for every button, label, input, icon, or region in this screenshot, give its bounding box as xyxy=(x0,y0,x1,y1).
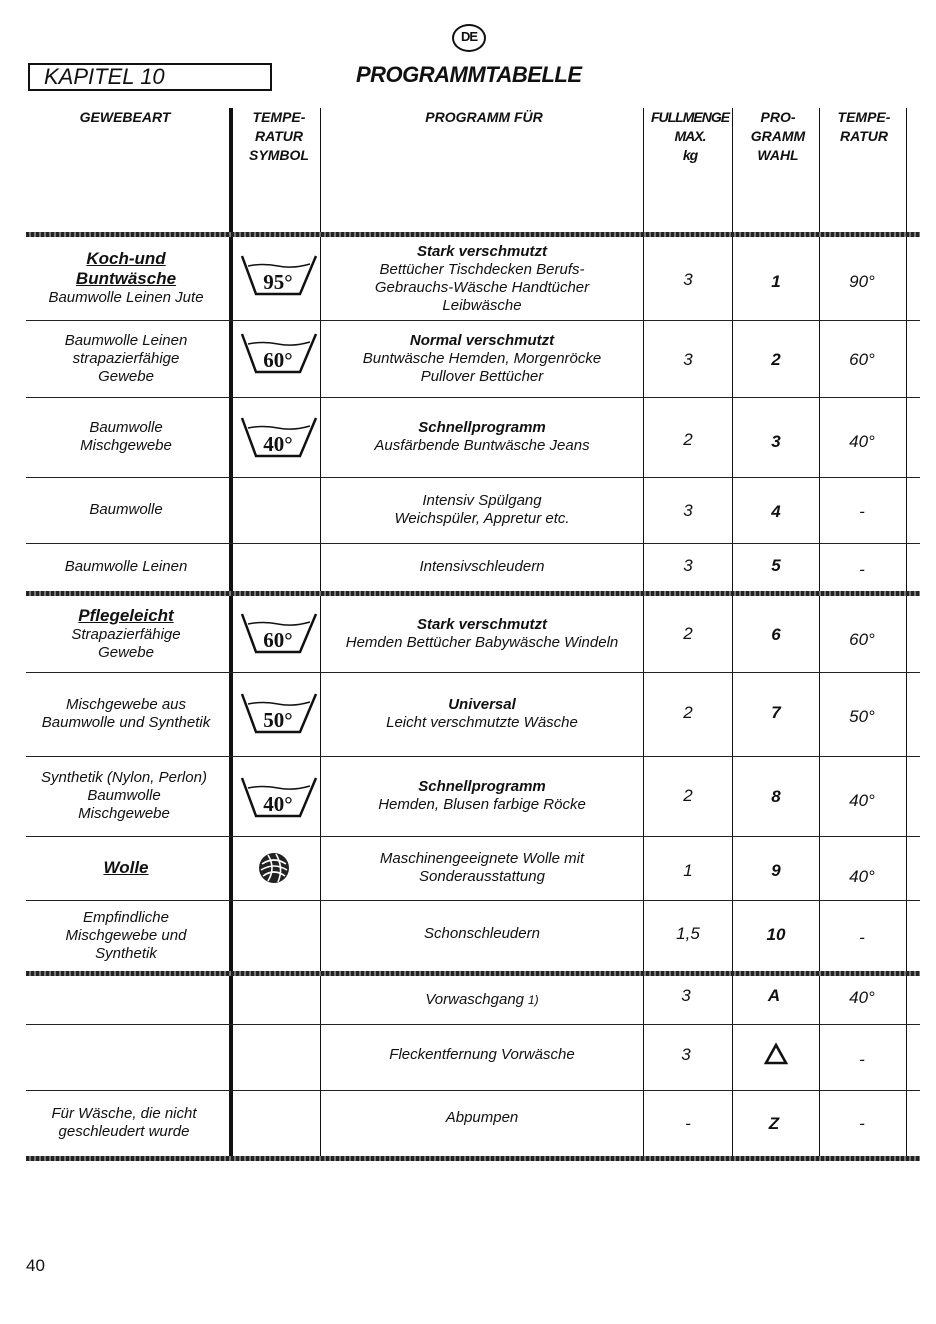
program-text: Bettücher Tischdecken Berufs- xyxy=(379,261,585,278)
wool-icon xyxy=(256,850,292,886)
temperature-value: - xyxy=(859,928,865,947)
program-cell xyxy=(324,324,640,394)
wash-tub-icon xyxy=(238,332,318,378)
row-separator xyxy=(26,320,920,321)
category-koch-line1: Koch-und xyxy=(86,249,166,268)
program-title: Normal verschmutzt xyxy=(409,332,555,349)
program-letter: Z xyxy=(768,1114,780,1133)
footnote-marker: 1) xyxy=(528,993,539,1007)
fabric-text: Baumwolle und Synthetik xyxy=(41,714,211,731)
wash-tub-icon xyxy=(238,776,318,822)
fabric-text: Baumwolle xyxy=(89,419,163,436)
fabric-cell xyxy=(26,547,226,587)
fabric-cell-koch xyxy=(26,240,226,316)
program-number: 9 xyxy=(771,861,781,880)
load-value: 2 xyxy=(683,624,693,643)
fabric-text: Mischgewebe und xyxy=(65,927,187,944)
program-text: Vorwaschgang xyxy=(425,991,524,1008)
load-value: 3 xyxy=(683,270,693,289)
section-separator xyxy=(26,1156,920,1161)
row-separator xyxy=(26,1024,920,1025)
row-separator xyxy=(26,397,920,398)
load-value: 2 xyxy=(683,786,693,805)
wash-tub-icon xyxy=(238,692,318,738)
chapter-label: KAPITEL 10 xyxy=(28,63,272,91)
row-separator xyxy=(26,1090,920,1091)
program-text: Intensiv Spülgang xyxy=(422,492,542,509)
temperature-value: 40° xyxy=(849,867,875,886)
program-text: Leibwäsche xyxy=(442,297,522,314)
page-title: PROGRAMMTABELLE xyxy=(356,62,582,87)
fabric-cell xyxy=(22,760,226,832)
fabric-text: Baumwolle xyxy=(89,501,163,518)
page-number: 40 xyxy=(26,1256,45,1275)
wash-temp-label: 60° xyxy=(263,348,293,372)
column-divider xyxy=(229,108,233,1158)
header-fabric: GEWEBEART xyxy=(79,109,171,125)
program-number: 8 xyxy=(771,787,781,806)
program-text: Fleckentfernung Vorwäsche xyxy=(389,1046,575,1063)
header-program-select: PRO- GRAMM WAHL xyxy=(750,109,806,163)
program-title: Schnellprogramm xyxy=(418,778,546,795)
language-badge: DE xyxy=(452,24,486,52)
fabric-cell xyxy=(26,481,226,539)
program-number: 1 xyxy=(771,272,781,291)
temperature-value: 40° xyxy=(849,988,875,1007)
fabric-text: Baumwolle Leinen Jute xyxy=(48,289,204,306)
program-cell xyxy=(324,599,640,669)
fabric-cell xyxy=(22,1094,226,1152)
wash-tub-icon xyxy=(238,612,318,658)
load-value: 3 xyxy=(681,986,691,1005)
fabric-text: Mischgewebe aus xyxy=(65,696,187,713)
load-value: 3 xyxy=(683,501,693,520)
fabric-text: geschleudert wurde xyxy=(58,1123,190,1140)
header-load: FULLMENGE MAX. kg xyxy=(650,109,730,163)
header-temp-symbol: TEMPE- RATUR SYMBOL xyxy=(249,109,309,163)
fabric-cell xyxy=(26,676,226,752)
column-divider xyxy=(320,108,321,1158)
row-separator xyxy=(26,836,920,837)
temperature-value: 40° xyxy=(849,432,875,451)
fabric-text: Synthetik (Nylon, Perlon) xyxy=(41,769,207,786)
program-cell xyxy=(324,547,640,587)
temperature-value: - xyxy=(859,1050,865,1069)
temperature-value: 60° xyxy=(849,630,875,649)
temperature-value: 60° xyxy=(849,350,875,369)
program-cell xyxy=(324,401,640,473)
header-temperature: TEMPE- RATUR xyxy=(837,109,891,144)
program-text: Hemden Bettücher Babywäsche Windeln xyxy=(345,634,619,651)
wash-tub-icon xyxy=(238,254,318,300)
wash-temp-label: 50° xyxy=(263,708,293,732)
fabric-cell xyxy=(26,904,226,968)
program-cell xyxy=(324,904,640,964)
program-text: Gebrauchs-Wäsche Handtücher xyxy=(374,279,590,296)
fabric-text: Baumwolle xyxy=(87,787,161,804)
temperature-value: 50° xyxy=(849,707,875,726)
load-value: 3 xyxy=(681,1045,691,1064)
fabric-cell-pflege xyxy=(26,599,226,669)
temperature-value: - xyxy=(859,502,865,521)
program-text: Pullover Bettücher xyxy=(420,368,544,385)
program-text: Leicht verschmutzte Wäsche xyxy=(386,714,578,731)
program-number: 10 xyxy=(766,925,786,944)
program-cell xyxy=(324,1030,640,1080)
fabric-text: Strapazierfähige xyxy=(71,626,181,643)
program-cell xyxy=(324,676,640,752)
program-text: Ausfärbende Buntwäsche Jeans xyxy=(374,437,590,454)
fabric-text: Synthetik xyxy=(95,945,157,962)
program-cell xyxy=(324,840,640,896)
load-value: 1 xyxy=(683,861,693,880)
temperature-value: - xyxy=(859,1114,865,1133)
category-wolle: Wolle xyxy=(103,858,149,877)
column-divider xyxy=(643,108,644,1158)
row-separator xyxy=(26,543,920,544)
program-title: Stark verschmutzt xyxy=(416,243,548,260)
fabric-text: Mischgewebe xyxy=(78,805,170,822)
section-separator xyxy=(26,971,920,976)
row-separator xyxy=(26,900,920,901)
program-cell xyxy=(324,240,640,318)
temperature-value: 40° xyxy=(849,791,875,810)
wash-tub-icon xyxy=(238,416,318,462)
load-value: 3 xyxy=(683,350,693,369)
fabric-cell xyxy=(26,324,226,394)
fabric-text: Für Wäsche, die nicht xyxy=(51,1105,197,1122)
section-separator xyxy=(26,591,920,596)
wash-temp-label: 40° xyxy=(263,792,293,816)
program-number: 5 xyxy=(771,556,781,575)
program-text: Abpumpen xyxy=(445,1109,519,1126)
program-number: 7 xyxy=(771,703,781,722)
column-divider xyxy=(906,108,907,1158)
program-text: Maschinengeeignete Wolle mit xyxy=(379,850,585,867)
program-text: Weichspüler, Appretur etc. xyxy=(394,510,570,527)
fabric-cell xyxy=(26,401,226,473)
fabric-text: Empfindliche xyxy=(83,909,169,926)
section-separator xyxy=(26,232,920,237)
program-text: Schonschleudern xyxy=(424,925,540,942)
fabric-text: Baumwolle Leinen xyxy=(64,558,188,575)
fabric-text: Mischgewebe xyxy=(80,437,172,454)
load-value: 1,5 xyxy=(676,924,700,943)
fabric-text: Baumwolle Leinen xyxy=(64,332,188,349)
load-value: 2 xyxy=(683,430,693,449)
temperature-value: 90° xyxy=(849,272,875,291)
category-koch-line2: Buntwäsche xyxy=(75,269,177,288)
program-text: Hemden, Blusen farbige Röcke xyxy=(378,796,586,813)
fabric-text: Gewebe xyxy=(98,644,154,661)
load-value: - xyxy=(685,1114,691,1133)
temperature-value: - xyxy=(859,560,865,579)
program-cell xyxy=(324,1094,640,1142)
load-value: 2 xyxy=(683,703,693,722)
stain-removal-triangle-icon xyxy=(763,1042,789,1066)
fabric-text: Gewebe xyxy=(98,368,154,385)
program-letter: A xyxy=(767,986,781,1005)
program-number: 4 xyxy=(771,502,781,521)
fabric-text: strapazierfähige xyxy=(72,350,180,367)
program-title: Schnellprogramm xyxy=(418,419,546,436)
wash-temp-label: 40° xyxy=(263,432,293,456)
fabric-cell-wolle xyxy=(26,840,226,896)
column-divider xyxy=(732,108,733,1158)
program-text: Buntwäsche Hemden, Morgenröcke xyxy=(362,350,602,367)
program-number: 3 xyxy=(771,432,781,451)
row-separator xyxy=(26,672,920,673)
load-value: 3 xyxy=(683,556,693,575)
program-cell xyxy=(324,481,640,539)
program-text: Intensivschleudern xyxy=(419,558,545,575)
program-cell xyxy=(324,980,640,1020)
row-separator xyxy=(26,477,920,478)
category-pflege: Pflegeleicht xyxy=(78,606,174,625)
wash-temp-label: 60° xyxy=(263,628,293,652)
column-divider xyxy=(819,108,820,1158)
row-separator xyxy=(26,756,920,757)
program-title: Stark verschmutzt xyxy=(416,616,548,633)
program-cell xyxy=(324,760,640,832)
program-title: Universal xyxy=(448,696,516,713)
header-program-for: PROGRAMM FÜR xyxy=(425,109,543,125)
program-text: Sonderausstattung xyxy=(419,868,545,885)
wash-temp-label: 95° xyxy=(263,270,293,294)
program-number: 2 xyxy=(771,350,781,369)
program-number: 6 xyxy=(771,625,781,644)
